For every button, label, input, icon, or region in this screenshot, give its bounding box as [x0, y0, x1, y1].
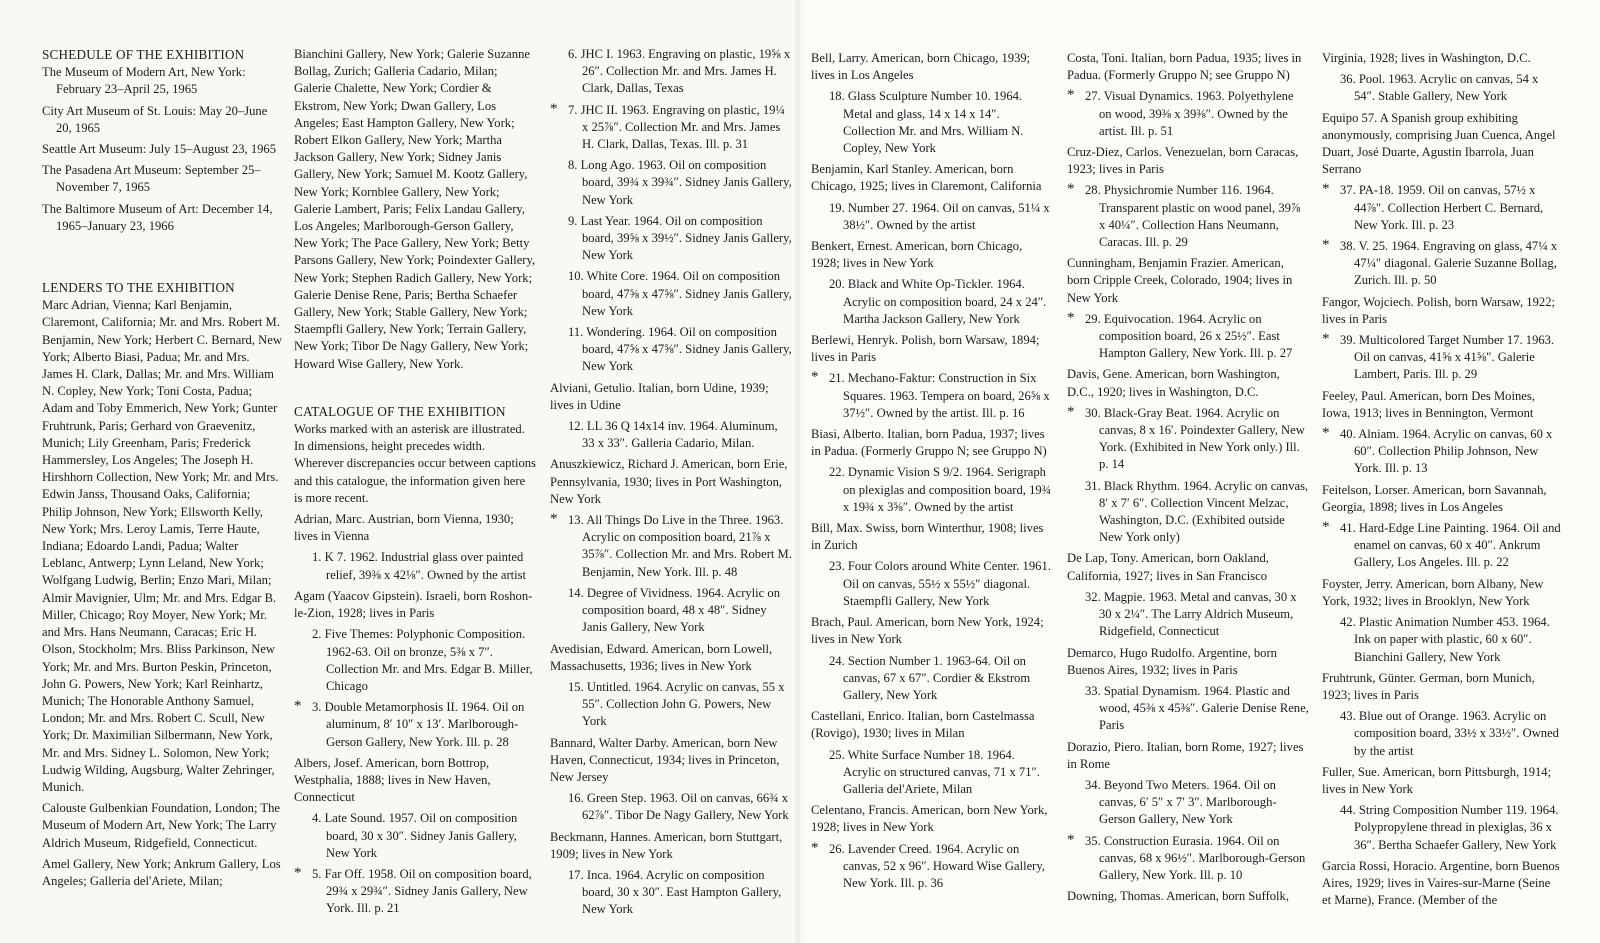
- work-entry: 16. Green Step. 1963. Oil on canvas, 66¾ x 62⅞″. Tibor De Nagy Gallery, New York: [568, 791, 789, 823]
- artist-entry: Demarco, Hugo Rudolfo. Argentine, born Buenos Aires, 1932; lives in Paris: [1067, 645, 1277, 677]
- artist-entry: Costa, Toni. Italian, born Padua, 1935; lives in Padua. (Formerly Gruppo N; see Gruppo N): [1067, 51, 1302, 83]
- column-2: [294, 46, 536, 922]
- artist-entry: Fuller, Sue. American, born Pittsburgh, 1914; lives in New York: [1322, 764, 1552, 796]
- catalogue-entries: [294, 511, 536, 917]
- work-entry: 12. LL 36 Q 14x14 inv. 1964. Aluminum, 33 x 33″. Galleria Cadario, Milan.: [568, 419, 778, 451]
- work-entry: 34. Beyond Two Meters. 1964. Oil on canvas, 6′ 5″ x 7′ 3″. Marlborough-Gerson Gallery, New York: [1085, 777, 1277, 827]
- work-entry: 23. Four Colors around White Center. 1961. Oil on canvas, 55½ x 55½″ diagonal. Staempfli Gallery, New York: [829, 559, 1051, 608]
- artist-entry: Cunningham, Benjamin Frazier. American, born Cripple Creek, Colorado, 1904; lives in New York: [1067, 256, 1293, 305]
- artist-entry: Agam (Yaacov Gipstein). Israeli, born Roshon-le-Zion, 1928; lives in Paris: [294, 588, 533, 621]
- work-entry: 32. Magpie. 1963. Metal and canvas, 30 x 30 x 2¼″. The Larry Aldrich Museum, Ridgefield, Connecticut: [1085, 589, 1297, 639]
- work-entry: 15. Untitled. 1964. Acrylic on canvas, 55 x 55″. Collection John G. Powers, New York: [568, 679, 785, 729]
- artist-entry: Albers, Josef. American, born Bottrop, Westphalia, 1888; lives in New Haven, Connecticut: [294, 755, 491, 805]
- artist-entry: Bannard, Walter Darby. American, born New Haven, Connecticut, 1934; lives in Princeton, New Jersey: [550, 735, 780, 784]
- artist-entry: Fangor, Wojciech. Polish, born Warsaw, 1922; lives in Paris: [1322, 294, 1555, 326]
- work-entry: 6. JHC I. 1963. Engraving on plastic, 19⅝ x 26″. Collection Mr. and Mrs. James H. Clark, Dallas, Texas: [568, 47, 791, 96]
- schedule-item: Seattle Art Museum: July 15–August 23, 1965: [42, 142, 277, 157]
- schedule-heading: SCHEDULE OF THE EXHIBITION: [42, 47, 245, 62]
- artist-entry: Equipo 57. A Spanish group exhibiting anonymously, comprising Juan Cuenca, Angel Duart, José Duarte, Agustin Ibarrola, Juan Serrano: [1322, 110, 1556, 177]
- schedule-item: The Baltimore Museum of Art: December 14, 1965–January 23, 1966: [42, 201, 273, 233]
- work-entry: 14. Degree of Vividness. 1964. Acrylic on composition board, 48 x 48″. Sidney Janis Gallery, New York: [568, 585, 781, 635]
- artist-entry: Feitelson, Lorser. American, born Savannah, Georgia, 1898; lives in Los Angeles: [1322, 482, 1547, 514]
- artist-entry: Celentano, Francis. American, born New York, 1928; lives in New York: [811, 803, 1048, 835]
- illustrated-work-entry: * 7. JHC II. 1963. Engraving on plastic, 19¼ x 25⅞″. Collection Mr. and Mrs. James H. Clark, Dallas, Texas. Ill. p. 31: [550, 102, 792, 154]
- work-entry: 25. White Surface Number 18. 1964. Acrylic on structured canvas, 71 x 71″. Galleria del'Ariete, Milan: [829, 747, 1040, 796]
- lenders-paragraph: Amel Gallery, New York; Ankrum Gallery, Los Angeles; Galleria del'Ariete, Milan;: [42, 856, 281, 888]
- artist-entry: Davis, Gene. American, born Washington, D.C., 1920; lives in Washington, D.C.: [1067, 367, 1280, 399]
- catalogue-heading: CATALOGUE OF THE EXHIBITION: [294, 403, 506, 419]
- artist-entry: Avedisian, Edward. American, born Lowell, Massachusetts, 1936; lives in New York: [550, 641, 773, 673]
- artist-entry: Bill, Max. Swiss, born Winterthur, 1908; lives in Zurich: [811, 521, 1044, 553]
- schedule-item: The Museum of Modern Art, New York: February 23–April 25, 1965: [42, 65, 246, 97]
- artist-entry: Garcia Rossi, Horacio. Argentine, born Buenos Aires, 1929; lives in Vaires-sur-Marne (Seine et Marne), France. (Member of the: [1322, 858, 1560, 908]
- artist-entry: Anuszkiewicz, Richard J. American, born Erie, Pennsylvania, 1930; lives in Port Washington, New York: [550, 457, 788, 506]
- schedule-item: City Art Museum of St. Louis: May 20–June 20, 1965: [42, 103, 268, 135]
- column-6: [1322, 50, 1562, 913]
- catalogue-entries: [1067, 50, 1309, 905]
- column-1: [42, 46, 282, 894]
- work-entry: 19. Number 27. 1964. Oil on canvas, 51¼ x 38½″. Owned by the artist: [829, 200, 1050, 232]
- artist-entry: Virginia, 1928; lives in Washington, D.C.: [1322, 51, 1531, 65]
- illustrated-work-entry: * 26. Lavender Creed. 1964. Acrylic on canvas, 52 x 96″. Howard Wise Gallery, New York. Ill. p. 36: [811, 841, 1053, 893]
- schedule-item: The Pasadena Art Museum: September 25–November 7, 1965: [42, 163, 261, 195]
- illustrated-work-entry: * 13. All Things Do Live in the Three. 1963. Acrylic on composition board, 21⅞ x 35⅞″. Collection Mr. and Mrs. Robert M. Benjamin, New York. Ill. p. 48: [550, 512, 792, 581]
- lenders-heading: LENDERS TO THE EXHIBITION: [42, 280, 235, 296]
- catalogue-intro: Works marked with an asterisk are illustrated. In dimensions, height precedes width. Wherever discrepancies occur between captions and this catalogue, the information given here is more recent.: [294, 422, 536, 505]
- work-entry: 18. Glass Sculpture Number 10. 1964. Metal and glass, 14 x 14 x 14″. Collection Mr. and Mrs. William N. Copley, New York: [829, 89, 1024, 156]
- illustrated-work-entry: * 5. Far Off. 1958. Oil on composition board, 29¾ x 29¾″. Sidney Janis Gallery, New York. Ill. p. 21: [294, 866, 536, 918]
- artist-entry: Feeley, Paul. American, born Des Moines, Iowa, 1913; lives in Bennington, Vermont: [1322, 388, 1535, 420]
- illustrated-work-entry: * 37. PA-18. 1959. Oil on canvas, 57½ x 44⅞″. Collection Herbert C. Bernard, New York. Ill. p. 23: [1322, 182, 1562, 234]
- illustrated-work-entry: * 39. Multicolored Target Number 17. 1963. Oil on canvas, 41⅝ x 41⅝″. Galerie Lambert, Paris. Ill. p. 29: [1322, 332, 1562, 384]
- illustrated-work-entry: * 38. V. 25. 1964. Engraving on glass, 47¼ x 47¼″ diagonal. Galerie Suzanne Bollag, Zurich. Ill. p. 50: [1322, 238, 1562, 290]
- work-entry: 42. Plastic Animation Number 453. 1964. Ink on paper with plastic, 60 x 60″. Bianchini Gallery, New York: [1340, 615, 1550, 664]
- work-entry: 20. Black and White Op-Tickler. 1964. Acrylic on composition board, 24 x 24″. Martha Jackson Gallery, New York: [829, 277, 1047, 326]
- artist-entry: Castellani, Enrico. Italian, born Castelmassa (Rovigo), 1930; lives in Milan: [811, 709, 1035, 741]
- work-entry: 44. String Composition Number 119. 1964. Polypropylene thread in plexiglas, 36 x 36″. Bertha Schaefer Gallery, New York: [1340, 803, 1559, 852]
- artist-entry: Beckmann, Hannes. American, born Stuttgart, 1909; lives in New York: [550, 829, 783, 861]
- artist-entry: Dorazio, Piero. Italian, born Rome, 1927; lives in Rome: [1067, 739, 1304, 771]
- artist-entry: Alviani, Getulio. Italian, born Udine, 1939; lives in Udine: [550, 380, 769, 412]
- work-entry: 9. Last Year. 1964. Oil on composition board, 39⅝ x 39½″. Sidney Janis Gallery, New York: [568, 213, 792, 263]
- work-entry: 43. Blue out of Orange. 1963. Acrylic on composition board, 33½ x 33½″. Owned by the artist: [1340, 709, 1559, 758]
- column-4: [811, 50, 1053, 896]
- artist-entry: Foyster, Jerry. American, born Albany, New York, 1932; lives in Brooklyn, New York: [1322, 576, 1544, 608]
- illustrated-work-entry: * 35. Construction Eurasia. 1964. Oil on canvas, 68 x 96½″. Marlborough-Gerson Gallery, New York. Ill. p. 10: [1067, 833, 1309, 885]
- lenders-paragraph: Marc Adrian, Vienna; Karl Benjamin, Claremont, California; Mr. and Mrs. Robert M. Benjamin, New York; Herbert C. Bernard, New York; Alberto Biasi, Padua; Mr. and Mrs. James H. Clark, Dallas; Mr. and Mrs. William N. Copley, New York; Toni Costa, Padua; Adam and Toby Emmerich, New York; Gunter Fruhtrunk, Paris; Gerhard von Graevenitz, Munich; Lily Greenham, Paris; Frederick Hammersley, Los Angeles; The Joseph H. Hirshhorn Collection, New York; Mr. and Mrs. Edwin Janss, Thousand Oaks, California; Philip Johnson, New York; Ellsworth Kelly, New York; Mrs. Leroy Lamis, Terre Haute, Indiana; Edoardo Landi, Padua; Walter Leblanc, Antwerp; Lynn Leland, New York; Wolfgang Ludwig, Berlin; Enzo Mari, Milan; Almir Mavignier, Ulm; Mr. and Mrs. Edgar B. Miller, Chicago; Roy Moyer, New York; Mr. and Mrs. Hans Neumann, Caracas; Eric H. Olson, Stockholm; Mrs. Bliss Parkinson, New York; Mr. and Mrs. Burton Peskin, Princeton, John G. Powers, New York; Karl Reinhartz, Munich; The Honorable Anthony Samuel, London; Mr. and Mrs. Robert C. Scull, New York; Dr. Maximilian Silbermann, New York, Mr. and Mrs. Sidney L. Solomon, New York; Ludwig Wilding, Augsburg, Walter Zehringer, Munich.: [42, 298, 282, 794]
- artist-entry: De Lap, Tony. American, born Oakland, California, 1927; lives in San Francisco: [1067, 551, 1269, 583]
- artist-entry: Benjamin, Karl Stanley. American, born Chicago, 1925; lives in Claremont, California: [811, 162, 1042, 194]
- work-entry: 2. Five Themes: Polyphonic Composition. 1962-63. Oil on bronze, 5⅜ x 7″. Collection Mr. and Mrs. Edgar B. Miller, Chicago: [312, 627, 533, 693]
- work-entry: 8. Long Ago. 1963. Oil on composition board, 39¾ x 39¾″. Sidney Janis Gallery, New York: [568, 158, 792, 207]
- illustrated-work-entry: * 28. Physichromie Number 116. 1964. Transparent plastic on wood panel, 39⅞ x 40¼″. Collection Hans Neumann, Caracas. Ill. p. 29: [1067, 182, 1309, 251]
- illustrated-work-entry: * 27. Visual Dynamics. 1963. Polyethylene on wood, 39⅜ x 39⅜″. Owned by the artist. Ill. p. 51: [1067, 88, 1309, 140]
- catalogue-entries: [550, 46, 792, 919]
- artist-entry: Bell, Larry. American, born Chicago, 1939; lives in Los Angeles: [811, 51, 1031, 83]
- page-gutter: [793, 0, 807, 943]
- catalogue-entries: [811, 50, 1053, 892]
- artist-entry: Berlewi, Henryk. Polish, born Warsaw, 1894; lives in Paris: [811, 333, 1040, 365]
- artist-entry: Downing, Thomas. American, born Suffolk,: [1067, 889, 1290, 904]
- illustrated-work-entry: * 40. Alniam. 1964. Acrylic on canvas, 60 x 60″. Collection Philip Johnson, New York. Ill. p. 13: [1322, 426, 1562, 478]
- artist-entry: Adrian, Marc. Austrian, born Vienna, 1930; lives in Vienna: [294, 512, 514, 544]
- artist-entry: Brach, Paul. American, born New York, 1924; lives in New York: [811, 615, 1044, 647]
- work-entry: 36. Pool. 1963. Acrylic on canvas, 54 x 54″. Stable Gallery, New York: [1340, 72, 1539, 104]
- work-entry: 24. Section Number 1. 1963-64. Oil on canvas, 67 x 67″. Cordier & Ekstrom Gallery, New York: [829, 653, 1031, 702]
- work-entry: 33. Spatial Dynamism. 1964. Plastic and wood, 45⅜ x 45⅜″. Galerie Denise Rene, Paris: [1085, 683, 1309, 733]
- illustrated-work-entry: * 41. Hard-Edge Line Painting. 1964. Oil and enamel on canvas, 60 x 40″. Ankrum Gallery, Los Angeles. Ill. p. 22: [1322, 520, 1562, 572]
- work-entry: 1. K 7. 1962. Industrial glass over painted relief, 39⅜ x 42⅛″. Owned by the artist: [312, 550, 527, 582]
- work-entry: 4. Late Sound. 1957. Oil on composition board, 30 x 30″. Sidney Janis Gallery, New York: [312, 811, 518, 860]
- illustrated-work-entry: * 3. Double Metamorphosis II. 1964. Oil on aluminum, 8′ 10″ x 13′. Marlborough-Gerson Gallery, New York. Ill. p. 28: [294, 699, 536, 751]
- illustrated-work-entry: * 29. Equivocation. 1964. Acrylic on composition board, 26 x 25½″. East Hampton Gallery, New York. Ill. p. 27: [1067, 311, 1309, 363]
- artist-entry: Fruhtrunk, Günter. German, born Munich, 1923; lives in Paris: [1322, 670, 1535, 702]
- work-entry: 22. Dynamic Vision S 9/2. 1964. Serigraph on plexiglas and composition board, 19¾ x 19¾ x 3⅝″. Owned by the artist: [829, 465, 1052, 514]
- work-entry: 10. White Core. 1964. Oil on composition board, 47⅝ x 47⅝″. Sidney Janis Gallery, New York: [568, 269, 792, 318]
- column-3: [550, 46, 792, 923]
- artist-entry: Biasi, Alberto. Italian, born Padua, 1937; lives in Padua. (Formerly Gruppo N; see Gruppo N): [811, 427, 1047, 459]
- work-entry: 31. Black Rhythm. 1964. Acrylic on canvas, 8′ x 7′ 6″. Collection Vincent Melzac, Washington, D.C. (Exhibited outside New York only): [1085, 478, 1309, 545]
- artist-entry: Cruz-Diez, Carlos. Venezuelan, born Caracas, 1923; lives in Paris: [1067, 145, 1299, 177]
- illustrated-work-entry: * 21. Mechano-Faktur: Construction in Six Squares. 1963. Tempera on board, 26⅝ x 37½″. Owned by the artist. Ill. p. 16: [811, 370, 1053, 422]
- catalogue-entries: [1322, 50, 1562, 909]
- illustrated-work-entry: * 30. Black-Gray Beat. 1964. Acrylic on canvas, 8 x 16′. Poindexter Gallery, New York. (Exhibited in New York only.) Ill. p. 14: [1067, 405, 1309, 474]
- work-entry: 11. Wondering. 1964. Oil on composition board, 47⅝ x 47⅝″. Sidney Janis Gallery, New York: [568, 325, 792, 374]
- artist-entry: Benkert, Ernest. American, born Chicago, 1928; lives in New York: [811, 239, 1023, 271]
- lenders-paragraph: Calouste Gulbenkian Foundation, London; The Museum of Modern Art, New York; The Larry Aldrich Museum, Ridgefield, Connecticut.: [42, 801, 280, 850]
- work-entry: 17. Inca. 1964. Acrylic on composition board, 30 x 30″. East Hampton Gallery, New York: [568, 867, 782, 917]
- column-5: [1067, 50, 1309, 909]
- lenders-paragraph-continued: Bianchini Gallery, New York; Galerie Suzanne Bollag, Zurich; Galleria Cadario, Milan; Galerie Chalette, New York; Cordier & Ekstrom, New York; Dwan Gallery, Los Angeles; East Hampton Gallery, New York; Robert Elkon Gallery, New York; Martha Jackson Gallery, New York; Sidney Janis Gallery, New York; Samuel M. Kootz Gallery, New York; Kornblee Gallery, New York; Galerie Lambert, Paris; Felix Landau Gallery, Los Angeles; Marlborough-Gerson Gallery, New York; The Pace Gallery, New York; Betty Parsons Gallery, New York; Poindexter Gallery, New York; Stephen Radich Gallery, New York; Galerie Denise Rene, Paris; Bertha Schaefer Gallery, New York; Stable Gallery, New York; Staempfli Gallery, New York; Terrain Gallery, New York; Tibor De Nagy Gallery, New York; Howard Wise Gallery, New York.: [294, 47, 536, 371]
